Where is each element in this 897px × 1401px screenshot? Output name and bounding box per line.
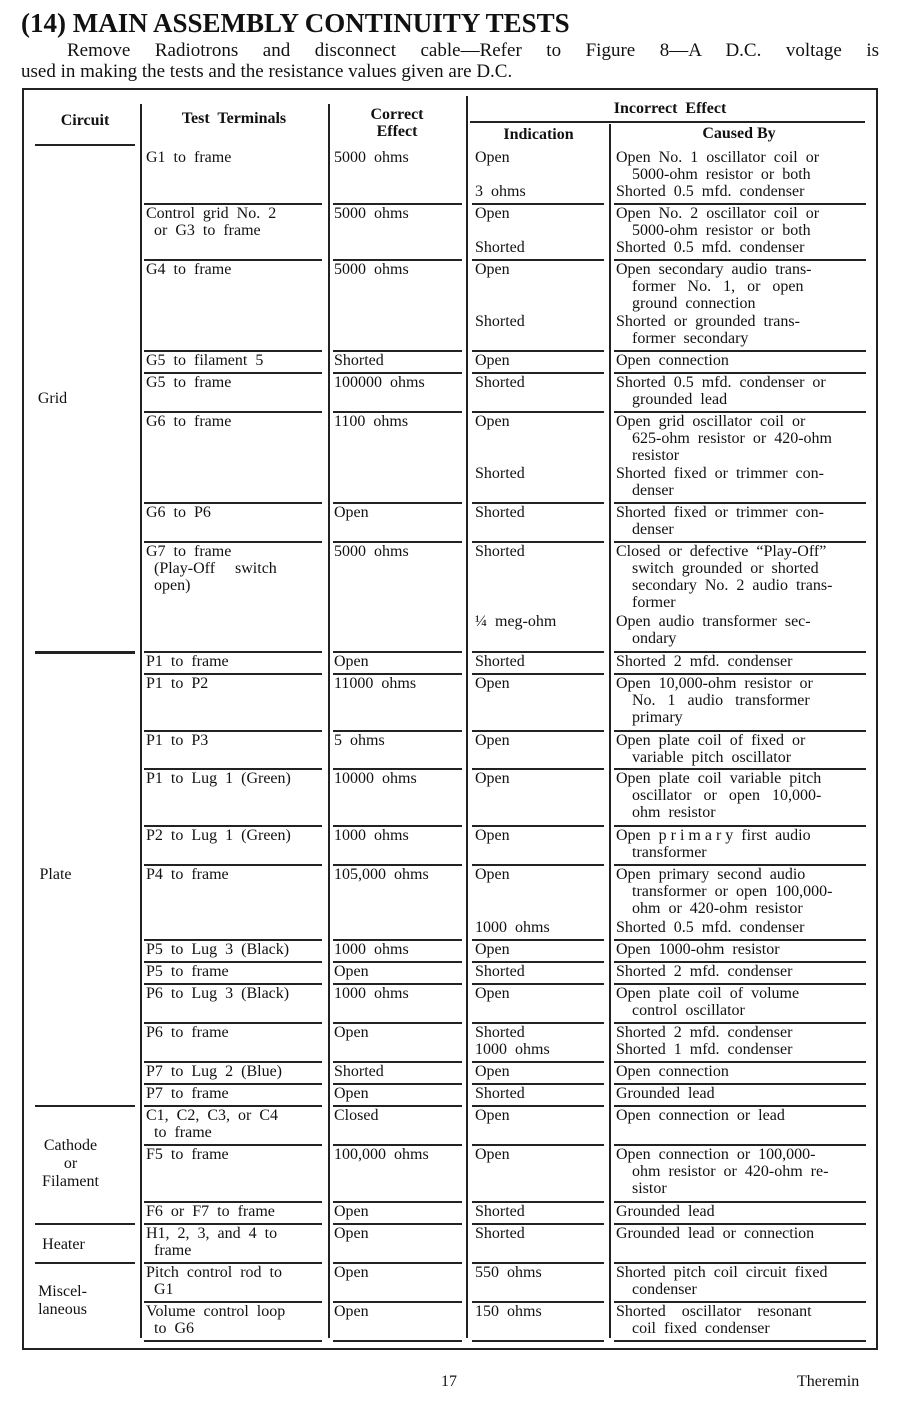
correct-effect-cell: Open: [334, 1024, 369, 1041]
indication-cell: Shorted: [475, 313, 525, 330]
indication-cell: Open: [475, 352, 510, 369]
header-incorrect-effect: Incorrect Effect: [613, 100, 727, 117]
test-terminals-cell: F5 to frame: [146, 1146, 229, 1163]
test-terminals-cell: G5 to filament 5: [146, 352, 264, 369]
test-terminals-cell: P7 to frame: [146, 1085, 229, 1102]
row-rule: [614, 1340, 866, 1342]
caused-by-cell: Shorted fixed or trimmer con- denser: [616, 465, 824, 499]
caused-by-cell: Open p r i m a r y first audio transformer: [616, 827, 811, 861]
indication-cell: Open: [475, 675, 510, 692]
caused-by-cell: Grounded lead or connection: [616, 1225, 815, 1242]
group-rule: [35, 144, 135, 146]
circuit-misc: Miscel- laneous: [38, 1283, 87, 1318]
footer-label: Theremin: [797, 1373, 860, 1390]
page-title: (14) MAIN ASSEMBLY CONTINUITY TESTS: [21, 8, 570, 38]
indication-cell: 150 ohms: [475, 1303, 542, 1320]
test-terminals-cell: G1 to frame: [146, 149, 232, 166]
caused-by-cell: Shorted fixed or trimmer con- denser: [616, 504, 824, 538]
group-rule: [35, 1262, 135, 1264]
column-divider: [140, 104, 142, 1338]
correct-effect-cell: Open: [334, 504, 369, 521]
caused-by-cell: Shorted 0.5 mfd. condenser: [616, 239, 805, 256]
caused-by-cell: Grounded lead: [616, 1203, 715, 1220]
header-correct-effect: Correct Effect: [370, 106, 424, 140]
correct-effect-cell: 1000 ohms: [334, 985, 409, 1002]
indication-cell: Open: [475, 770, 510, 787]
intro-paragraph: [21, 40, 879, 82]
row-rule: [472, 1340, 604, 1342]
indication-cell: Open: [475, 205, 510, 222]
caused-by-cell: Shorted 2 mfd. condenser: [616, 963, 793, 980]
caused-by-cell: Open connection or lead: [616, 1107, 785, 1124]
group-rule: [35, 1105, 135, 1107]
indication-cell: Shorted 1000 ohms: [475, 1024, 550, 1058]
indication-cell: Open: [475, 941, 510, 958]
intro-line-2: used in making the tests and the resistance values given are D.C.: [21, 61, 513, 82]
correct-effect-cell: Shorted: [334, 1063, 384, 1080]
test-terminals-cell: P6 to Lug 3 (Black): [146, 985, 290, 1002]
indication-cell: Open: [475, 985, 510, 1002]
indication-cell: Shorted: [475, 374, 525, 391]
test-terminals-cell: Control grid No. 2 or G3 to frame: [146, 205, 277, 239]
correct-effect-cell: 11000 ohms: [334, 675, 417, 692]
test-terminals-cell: P6 to frame: [146, 1024, 229, 1041]
caused-by-cell: Open connection: [616, 352, 729, 369]
correct-effect-cell: 1000 ohms: [334, 941, 409, 958]
test-terminals-cell: Volume control loop to G6: [146, 1303, 286, 1337]
correct-effect-cell: 100000 ohms: [334, 374, 425, 391]
test-terminals-cell: G7 to frame (Play-Off switch open): [146, 543, 277, 594]
indication-cell: Open: [475, 149, 510, 166]
correct-effect-cell: 5000 ohms: [334, 149, 409, 166]
group-rule: [35, 1223, 135, 1225]
indication-cell: Open: [475, 866, 510, 883]
caused-by-cell: Grounded lead: [616, 1085, 715, 1102]
caused-by-cell: Shorted pitch coil circuit fixed condenser: [616, 1264, 828, 1298]
correct-effect-cell: 1000 ohms: [334, 827, 409, 844]
correct-effect-cell: Open: [334, 1303, 369, 1320]
caused-by-cell: Shorted 0.5 mfd. condenser: [616, 183, 805, 200]
caused-by-cell: Shorted 2 mfd. condenser Shorted 1 mfd. condenser: [616, 1024, 793, 1058]
caused-by-cell: Open connection or 100,000- ohm resistor or 420-ohm re- sistor: [616, 1146, 829, 1197]
indication-cell: Shorted: [475, 1085, 525, 1102]
correct-effect-cell: 5000 ohms: [334, 205, 409, 222]
caused-by-cell: Open No. 2 oscillator coil or 5000-ohm resistor or both: [616, 205, 820, 239]
circuit-grid: Grid: [37, 390, 68, 407]
indication-cell: Shorted: [475, 653, 525, 670]
correct-effect-cell: 5 ohms: [334, 732, 385, 749]
indication-cell: 1000 ohms: [475, 919, 550, 936]
indication-cell: ¼ meg-ohm: [475, 613, 557, 630]
correct-effect-cell: Open: [334, 1085, 369, 1102]
indication-cell: Open: [475, 261, 510, 278]
indication-cell: 550 ohms: [475, 1264, 542, 1281]
correct-effect-cell: 5000 ohms: [334, 543, 409, 560]
test-terminals-cell: G6 to P6: [146, 504, 211, 521]
test-terminals-cell: P2 to Lug 1 (Green): [146, 827, 291, 844]
indication-cell: Shorted: [475, 1203, 525, 1220]
indication-cell: Open: [475, 413, 510, 430]
header-circuit: Circuit: [60, 112, 110, 129]
indication-cell: 3 ohms: [475, 183, 526, 200]
correct-effect-cell: Shorted: [334, 352, 384, 369]
test-terminals-cell: P1 to Lug 1 (Green): [146, 770, 291, 787]
test-terminals-cell: P1 to P2: [146, 675, 209, 692]
page-number: 17: [441, 1373, 457, 1390]
caused-by-cell: Open audio transformer sec- ondary: [616, 613, 811, 647]
correct-effect-cell: Closed: [334, 1107, 379, 1124]
column-divider: [609, 124, 611, 1338]
indication-cell: Shorted: [475, 1225, 525, 1242]
caused-by-cell: Open plate coil of fixed or variable pitch oscillator: [616, 732, 806, 766]
correct-effect-cell: Open: [334, 963, 369, 980]
indication-cell: Open: [475, 1063, 510, 1080]
indication-cell: Open: [475, 1146, 510, 1163]
caused-by-cell: Open plate coil variable pitch oscillator or open 10,000- ohm resistor: [616, 770, 822, 821]
test-terminals-cell: P5 to frame: [146, 963, 229, 980]
caused-by-cell: Shorted 2 mfd. condenser: [616, 653, 793, 670]
caused-by-cell: Open primary second audio transformer or open 100,000- ohm or 420-ohm resistor: [616, 866, 833, 917]
header-indication: Indication: [503, 126, 574, 143]
test-terminals-cell: G6 to frame: [146, 413, 232, 430]
test-terminals-cell: P7 to Lug 2 (Blue): [146, 1063, 282, 1080]
indication-cell: Open: [475, 1107, 510, 1124]
header-caused-by: Caused By: [702, 125, 776, 142]
test-terminals-cell: G5 to frame: [146, 374, 232, 391]
indication-cell: Shorted: [475, 465, 525, 482]
caused-by-cell: Open connection: [616, 1063, 729, 1080]
correct-effect-cell: Open: [334, 653, 369, 670]
caused-by-cell: Open No. 1 oscillator coil or 5000-ohm resistor or both: [616, 149, 820, 183]
column-divider: [328, 104, 330, 1338]
test-terminals-cell: P4 to frame: [146, 866, 229, 883]
caused-by-cell: Open plate coil of volume control oscillator: [616, 985, 800, 1019]
row-rule: [333, 1340, 462, 1342]
row-rule: [144, 1340, 322, 1342]
column-divider: [466, 96, 468, 1338]
test-terminals-cell: Pitch control rod to G1: [146, 1264, 282, 1298]
test-terminals-cell: H1, 2, 3, and 4 to frame: [146, 1225, 278, 1259]
correct-effect-cell: 5000 ohms: [334, 261, 409, 278]
correct-effect-cell: 1100 ohms: [334, 413, 409, 430]
correct-effect-cell: Open: [334, 1203, 369, 1220]
correct-effect-cell: Open: [334, 1225, 369, 1242]
correct-effect-cell: 10000 ohms: [334, 770, 417, 787]
caused-by-cell: Shorted 0.5 mfd. condenser or grounded lead: [616, 374, 826, 408]
indication-cell: Shorted: [475, 963, 525, 980]
test-terminals-cell: P1 to frame: [146, 653, 229, 670]
correct-effect-cell: 100,000 ohms: [334, 1146, 429, 1163]
intro-line-1: Remove Radiotrons and disconnect cable—Refer to Figure 8—A D.C. voltage is: [67, 40, 879, 61]
circuit-cathode: Cathode or Filament: [42, 1137, 99, 1190]
caused-by-cell: Shorted or grounded trans- former secondary: [616, 313, 800, 347]
test-terminals-cell: C1, C2, C3, or C4 to frame: [146, 1107, 279, 1141]
test-terminals-cell: G4 to frame: [146, 261, 232, 278]
indication-cell: Open: [475, 827, 510, 844]
circuit-heater: Heater: [42, 1236, 85, 1253]
indication-cell: Shorted: [475, 504, 525, 521]
test-terminals-cell: P5 to Lug 3 (Black): [146, 941, 290, 958]
caused-by-cell: Open grid oscillator coil or 625-ohm resistor or 420-ohm resistor: [616, 413, 832, 464]
caused-by-cell: Shorted 0.5 mfd. condenser: [616, 919, 805, 936]
caused-by-cell: Open 10,000-ohm resistor or No. 1 audio transformer primary: [616, 675, 813, 726]
caused-by-cell: Shorted oscillator resonant coil fixed condenser: [616, 1303, 812, 1337]
correct-effect-cell: Open: [334, 1264, 369, 1281]
correct-effect-cell: 105,000 ohms: [334, 866, 429, 883]
indication-cell: Open: [475, 732, 510, 749]
circuit-plate: Plate: [39, 866, 72, 883]
caused-by-cell: Closed or defective “Play-Off” switch grounded or shorted secondary No. 2 audio trans- former: [616, 543, 833, 611]
caused-by-cell: Open 1000-ohm resistor: [616, 941, 780, 958]
header-test-terminals: Test Terminals: [181, 110, 287, 127]
header-rule: [470, 121, 865, 123]
test-terminals-cell: F6 or F7 to frame: [146, 1203, 275, 1220]
test-terminals-cell: P1 to P3: [146, 732, 209, 749]
indication-cell: Shorted: [475, 239, 525, 256]
group-rule: [35, 651, 135, 654]
indication-cell: Shorted: [475, 543, 525, 560]
caused-by-cell: Open secondary audio trans- former No. 1, or open ground connection: [616, 261, 812, 312]
